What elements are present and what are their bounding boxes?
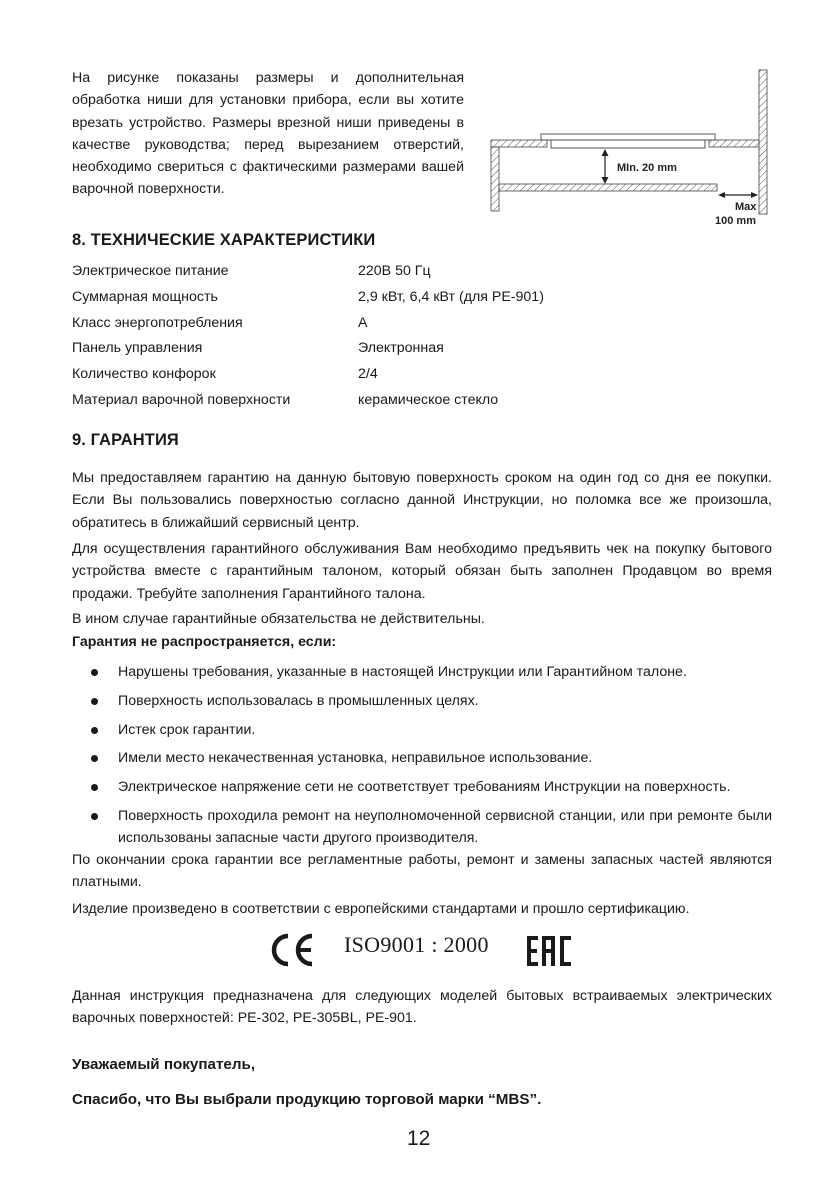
- bullet-icon: [91, 755, 98, 762]
- bullet-icon: [91, 784, 98, 791]
- closing-thanks: Спасибо, что Вы выбрали продукцию торговой марки “MBS”.: [72, 1091, 542, 1108]
- worktop-left: [491, 140, 547, 147]
- post-warranty-paragraph: По окончании срока гарантии все регламентные работы, ремонт и замены запасных частей являются платными.: [72, 852, 772, 891]
- specs-table: [72, 259, 772, 414]
- exclusions-subheading: Гарантия не распространяется, если:: [72, 634, 337, 650]
- spec-key: Материал варочной поверхности: [72, 391, 291, 408]
- worktop-right: [709, 140, 759, 147]
- spec-key: Количество конфорок: [72, 366, 216, 383]
- spec-value: 2/4: [358, 366, 378, 383]
- spec-row: [72, 259, 772, 285]
- closing-greeting: Уважаемый покупатель,: [72, 1056, 256, 1073]
- list-item: [72, 805, 772, 850]
- spec-key: Панель управления: [72, 340, 203, 357]
- page-number: 12: [407, 1127, 431, 1150]
- spec-key: Класс энергопотребления: [72, 314, 243, 331]
- spec-value: A: [358, 314, 368, 331]
- hob-glass: [541, 134, 715, 140]
- list-item: [72, 690, 772, 712]
- bullet-icon: [91, 727, 98, 734]
- left-side: [491, 147, 499, 211]
- ce-mark-icon: [266, 930, 326, 970]
- iso-certification-label: ISO9001 : 2000: [344, 932, 489, 957]
- section-9-heading: 9. ГАРАНТИЯ: [72, 431, 179, 449]
- warranty-paragraph-3: В ином случае гарантийные обязательства не действительны.: [72, 611, 485, 627]
- exclusions-list: [72, 661, 772, 856]
- list-item: [72, 661, 772, 683]
- list-item: [72, 776, 772, 798]
- spec-value: Электронная: [358, 340, 444, 357]
- spec-value: керамическое стекло: [358, 391, 499, 408]
- max-dimension-value: 100 mm: [715, 215, 756, 227]
- eac-mark-icon: [525, 930, 577, 970]
- bottom-shelf: [499, 184, 717, 191]
- spec-row: [72, 388, 772, 414]
- intro-paragraph: На рисунке показаны размеры и дополнительная обработка ниши для установки прибора, если вы хотите врезать устройство. Размеры врезной ниши приведены в качестве руководства; перед вырезанием отверстий, необходимо свериться с фактическими размерами вашей варочной поверхности.: [72, 70, 464, 198]
- spec-row: [72, 362, 772, 388]
- bullet-icon: [91, 669, 98, 676]
- list-item-text: Имели место некачественная установка, неправильное использование.: [118, 750, 593, 767]
- hob-body: [551, 140, 705, 148]
- spec-row: [72, 336, 772, 362]
- warranty-paragraph-1: Мы предоставляем гарантию на данную бытовую поверхность сроком на один год со дня ее покупки. Если Вы пользовались поверхностью согласно данной Инструкции, но поломка все же произошла, обратитесь в ближайший сервисный центр.: [72, 470, 772, 531]
- spec-key: Электрическое питание: [72, 263, 229, 279]
- list-item-text: Истек срок гарантии.: [118, 721, 256, 738]
- warranty-paragraph-2: Для осуществления гарантийного обслуживания Вам необходимо предъявить чек на покупку бытового устройства вместе с гарантийным талоном, который обязан быть заполнен Продавцом во время продажи. Требуйте заполнения Гарантийного талона.: [72, 541, 772, 602]
- niche-dimensions-diagram: [487, 68, 777, 238]
- models-paragraph: Данная инструкция предназначена для следующих моделей бытовых встраиваемых электрических варочных поверхностей: PE-302, PE-305BL, PE-901.: [72, 988, 772, 1027]
- spec-value: 220В 50 Гц: [358, 263, 431, 279]
- bullet-icon: [91, 698, 98, 705]
- bullet-icon: [91, 813, 98, 820]
- spec-row: [72, 285, 772, 311]
- list-item: [72, 719, 772, 741]
- section-8-heading: 8. ТЕХНИЧЕСКИЕ ХАРАКТЕРИСТИКИ: [72, 231, 376, 249]
- list-item-text: Электрическое напряжение сети не соответствует требованиям Инструкции на поверхность.: [118, 779, 731, 796]
- list-item-text: Поверхность проходила ремонт на неуполномоченной сервисной станции, или при ремонте были использованы запасные части другого производителя.: [118, 807, 772, 847]
- right-wall: [759, 70, 767, 214]
- spec-key: Суммарная мощность: [72, 288, 218, 305]
- list-item-text: Нарушены требования, указанные в настоящей Инструкции или Гарантийном талоне.: [118, 664, 687, 680]
- certification-paragraph: Изделие произведено в соответствии с европейскими стандартами и прошло сертификацию.: [72, 901, 690, 917]
- list-item-text: Поверхность использовалась в промышленных целях.: [118, 692, 479, 709]
- min-dimension-label: MIn. 20 mm: [617, 162, 677, 174]
- spec-value: 2,9 кВт, 6,4 кВт (для PE-901): [358, 288, 544, 305]
- list-item: [72, 747, 772, 769]
- spec-row: [72, 311, 772, 337]
- max-dimension-label: Max: [735, 201, 757, 213]
